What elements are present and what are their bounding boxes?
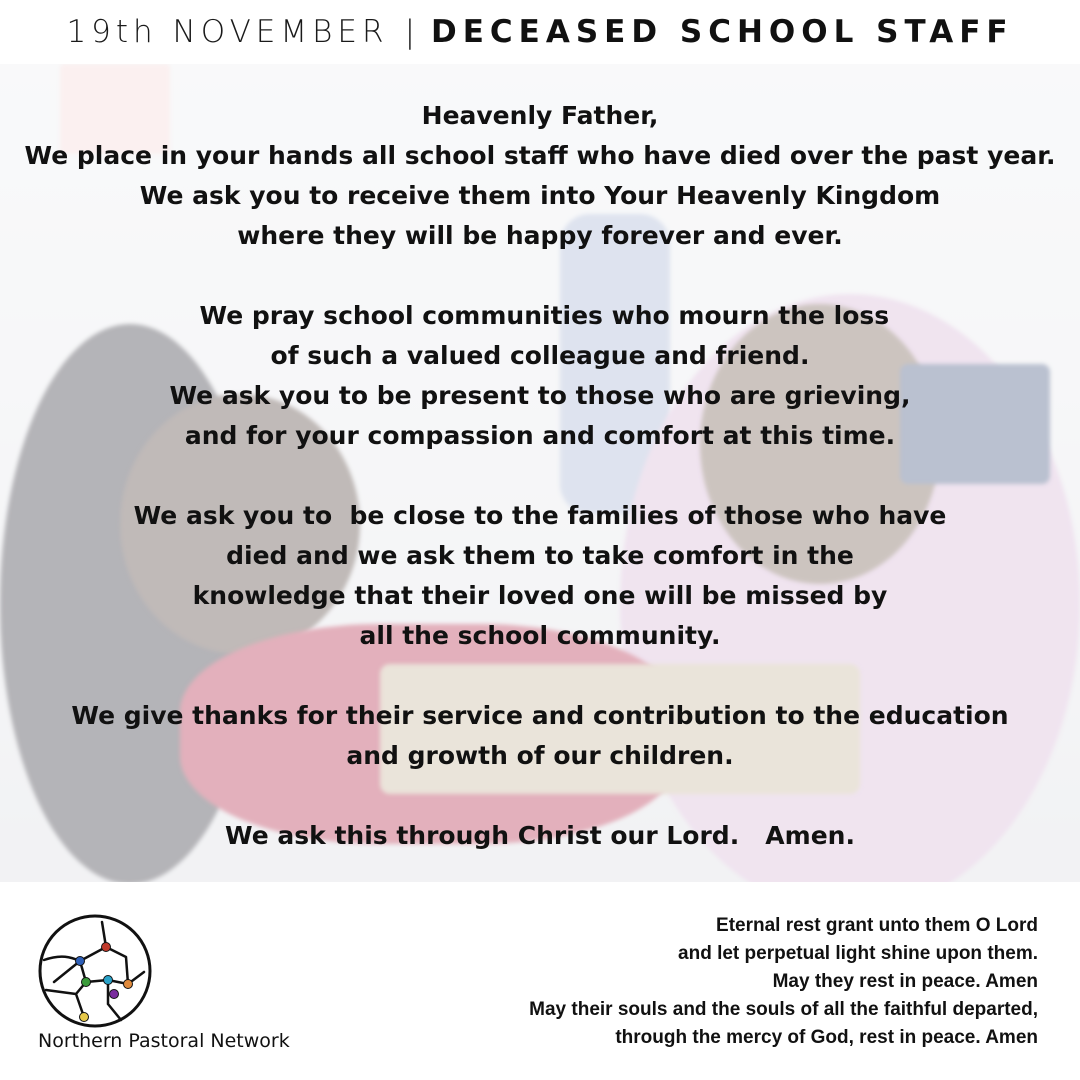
network-circle-icon [36, 912, 154, 1030]
prayer-line: We ask you to be close to the families of those who have [133, 501, 947, 530]
rest-line: May their souls and the souls of all the faithful departed, [529, 999, 1038, 1020]
prayer-line: knowledge that their loved one will be missed by [192, 581, 888, 610]
logo-node [102, 943, 111, 952]
rest-line: May they rest in peace. Amen [772, 971, 1038, 992]
stanza-gap [0, 776, 1080, 816]
rest-line: through the mercy of God, rest in peace. Amen [615, 1027, 1038, 1048]
prayer-line: Heavenly Father, [421, 101, 659, 130]
stanza-gap [0, 456, 1080, 496]
logo-node [80, 1013, 89, 1022]
logo-node [110, 990, 119, 999]
prayer-line: We ask you to receive them into Your Heavenly Kingdom [139, 181, 941, 210]
header-bar [0, 0, 1080, 64]
rest-line: Eternal rest grant unto them O Lord [716, 915, 1038, 936]
eternal-rest-prayer [529, 912, 1038, 1052]
prayer-line: We ask you to be present to those who are grieving, [169, 381, 911, 410]
prayer-line: and growth of our children. [346, 741, 734, 770]
logo-node [82, 978, 91, 987]
prayer-line: all the school community. [359, 621, 721, 650]
prayer-line: of such a valued colleague and friend. [270, 341, 810, 370]
prayer-line: We place in your hands all school staff who have died over the past year. [24, 141, 1056, 170]
prayer-line: and for your compassion and comfort at this time. [184, 421, 896, 450]
header-date: 19th NOVEMBER [66, 14, 389, 50]
prayer-closing: We ask this through Christ our Lord. Amen. [225, 821, 855, 850]
logo-node [76, 957, 85, 966]
logo-node [104, 976, 113, 985]
stanza-gap [0, 256, 1080, 296]
prayer-line: We pray school communities who mourn the loss [190, 301, 890, 330]
stanza-gap [0, 656, 1080, 696]
organization-name: Northern Pastoral Network [38, 1030, 290, 1052]
prayer-text [0, 96, 1080, 856]
header-title: DECEASED SCHOOL STAFF [431, 14, 1014, 50]
logo-node [124, 980, 133, 989]
prayer-line: We give thanks for their service and contribution to the education [71, 701, 1009, 730]
header-separator: | [404, 14, 416, 50]
prayer-line: died and we ask them to take comfort in the [226, 541, 854, 570]
prayer-line: where they will be happy forever and ever. [237, 221, 843, 250]
rest-line: and let perpetual light shine upon them. [678, 943, 1038, 964]
